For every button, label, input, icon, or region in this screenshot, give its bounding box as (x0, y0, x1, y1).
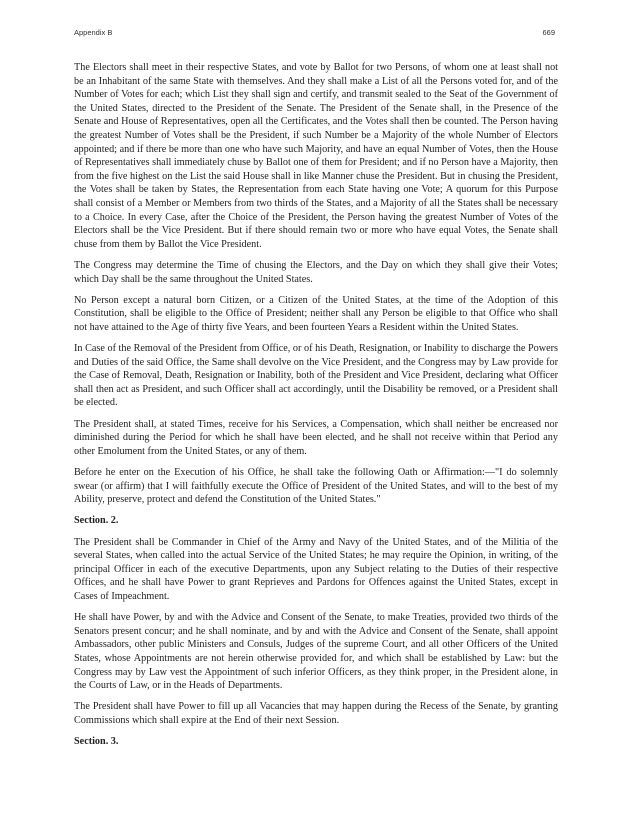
paragraph-commander-in-chief: The President shall be Commander in Chief of the Army and Navy of the United States, and of the Militia of the several States, when called into the actual Service of the United States; he may require the Opinion, in writing, of the principal Officer in each of the executive Departments, upon any Subject relating to the Duties of their respective Offices, and he shall have Power to grant Reprieves and Pardons for Offences against the United States, except in Cases of Impeachment. (74, 536, 558, 602)
paragraph-time-of-chusing: The Congress may determine the Time of chusing the Electors, and the Day on which they shall give their Votes; which Day shall be the same throughout the United States. (74, 259, 558, 285)
paragraph-electors: The Electors shall meet in their respective States, and vote by Ballot for two Persons, of whom one at least shall not be an Inhabitant of the same State with themselves. And they shall make a List of all the Persons voted for, and of the Number of Votes for each; which List they shall sign and certify, and transmit sealed to the Seat of the Government of the United States, directed to the President of the Senate. The President of the Senate shall, in the Presence of the Senate and House of Representatives, open all the Certificates, and the Votes shall then be counted. The Person having the greatest Number of Votes shall be the President, if such Number be a Majority of the whole Number of Electors appointed; and if there be more than one who have such Majority, and have an equal Number of Votes, then the House of Representatives shall immediately chuse by Ballot one of them for President; and if no Person have a Majority, then from the five highest on the List the said House shall in like Manner chuse the President. But in chusing the President, the Votes shall be taken by States, the Representation from each State having one Vote; A quorum for this Purpose shall consist of a Member or Members from two thirds of the States, and a Majority of all the States shall be necessary to a Choice. In every Case, after the Choice of the President, the Person having the greatest Number of Votes of the Electors shall be the Vice President. But if there should remain two or more who have equal Votes, the Senate shall chuse from them by Ballot the Vice President. (74, 62, 558, 250)
paragraph-vacancies: The President shall have Power to fill up all Vacancies that may happen during the Recess of the Senate, by granting Commissions which shall expire at the End of their next Session. (74, 701, 558, 726)
page-number: 669 (542, 28, 555, 37)
document-body (74, 61, 558, 756)
paragraph-eligibility: No Person except a natural born Citizen, or a Citizen of the United States, at the time of the Adoption of this Constitution, shall be eligible to the Office of President; neither shall any Person be eligible to that Office who shall not have attained to the Age of thirty five Years, and been fourteen Years a Resident within the United States. (74, 294, 558, 333)
paragraph-removal: In Case of the Removal of the President from Office, or of his Death, Resignation, or Inability to discharge the Powers and Duties of the said Office, the Same shall devolve on the Vice President, and the Congress may by Law provide for the Case of Removal, Death, Resignation or Inability, both of the President and Vice President, declaring what Officer shall then act as President, and such Officer shall act accordingly, until the Disability be removed, or a President shall be elected. (74, 343, 558, 409)
section-label: Appendix B (74, 28, 113, 37)
paragraph-oath: Before he enter on the Execution of his Office, he shall take the following Oath or Affirmation:—"I do solemnly swear (or affirm) that I will faithfully execute the Office of President of the United States, and will to the best of my Ability, preserve, protect and defend the Constitution of the United States." (74, 467, 558, 506)
paragraph-compensation: The President shall, at stated Times, receive for his Services, a Compensation, which shall neither be encreased nor diminished during the Period for which he shall have been elected, and he shall not receive within that Period any other Emolument from the United States, or any of them. (74, 418, 558, 457)
section-2-heading: Section. 2. (74, 515, 119, 527)
section-3-heading: Section. 3. (74, 736, 119, 748)
paragraph-treaties: He shall have Power, by and with the Advice and Consent of the Senate, to make Treaties, provided two thirds of the Senators present concur; and he shall nominate, and by and with the Advice and Consent of the Senate, shall appoint Ambassadors, other public Ministers and Consuls, Judges of the supreme Court, and all other Officers of the United States, whose Appointments are not herein otherwise provided for, and which shall be established by Law: but the Congress may by Law vest the Appointment of such inferior Officers, as they think proper, in the President alone, in the Courts of Law, or in the Heads of Departments. (74, 612, 558, 692)
